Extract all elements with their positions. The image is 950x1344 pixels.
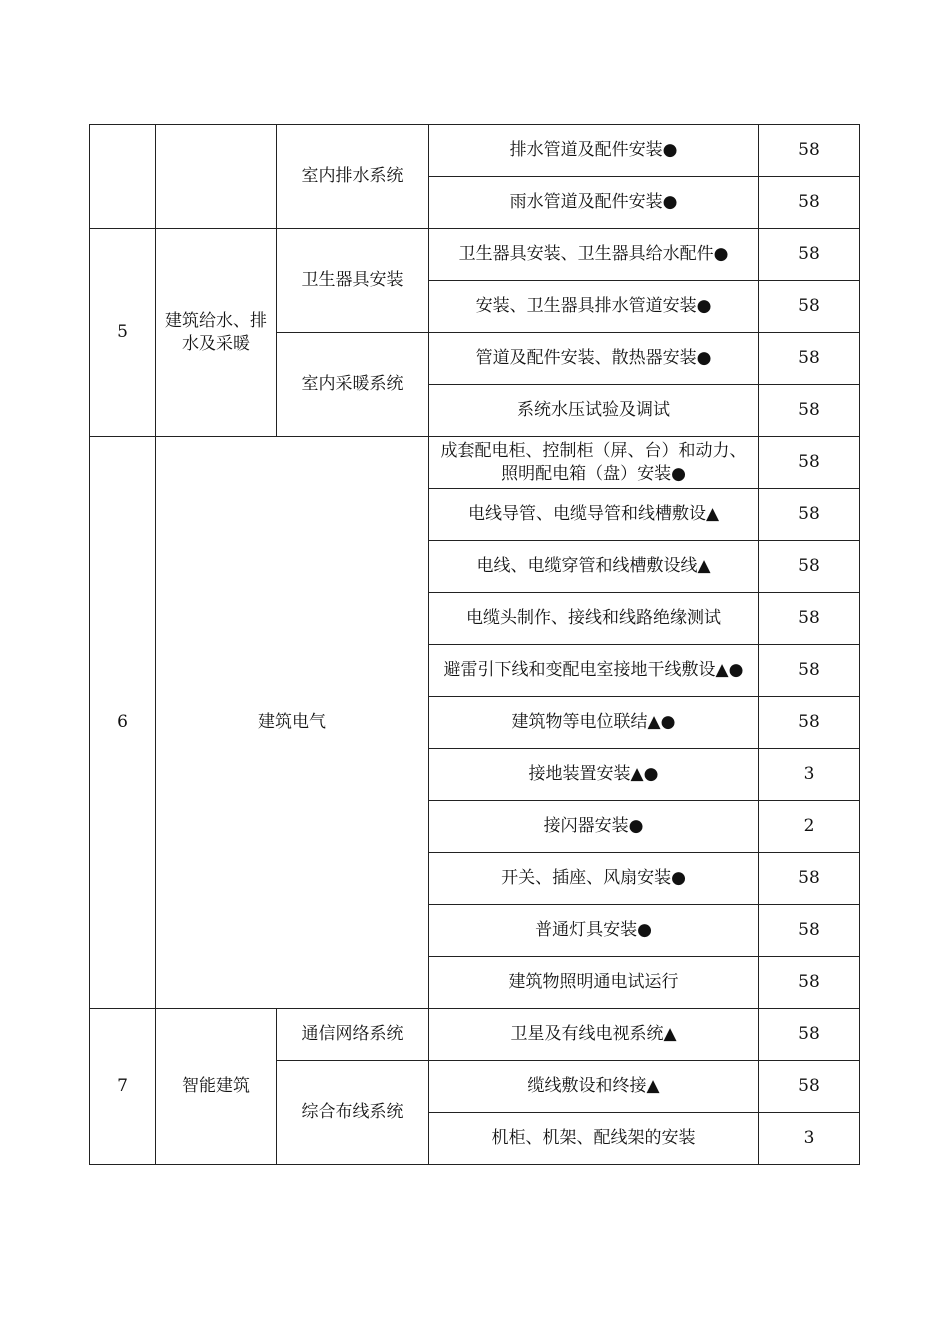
subsystem-cell: 室内排水系统: [277, 125, 429, 229]
subsystem-cell: 卫生器具安装: [277, 229, 429, 333]
item-cell: 卫星及有线电视系统▲: [429, 1009, 759, 1061]
count-cell: 3: [759, 749, 860, 801]
count-cell: 58: [759, 125, 860, 177]
division-cell: 建筑给水、排水及采暖: [156, 229, 277, 437]
table-row: [90, 125, 860, 177]
subsystem-cell: 综合布线系统: [277, 1061, 429, 1165]
count-cell: 58: [759, 905, 860, 957]
count-cell: 58: [759, 957, 860, 1009]
no-cell: [90, 125, 156, 229]
no-cell: 6: [90, 437, 156, 1009]
no-cell: 5: [90, 229, 156, 437]
item-cell: 机柜、机架、配线架的安装: [429, 1113, 759, 1165]
table-row: [90, 229, 860, 281]
division-cell: 建筑电气: [156, 437, 429, 1009]
item-cell: 电线导管、电缆导管和线槽敷设▲: [429, 489, 759, 541]
item-cell: 接地装置安装▲●: [429, 749, 759, 801]
count-cell: 58: [759, 229, 860, 281]
count-cell: 58: [759, 593, 860, 645]
count-cell: 58: [759, 645, 860, 697]
count-cell: 3: [759, 1113, 860, 1165]
count-cell: 58: [759, 1061, 860, 1113]
item-cell: 普通灯具安装●: [429, 905, 759, 957]
subsystem-cell: 室内采暖系统: [277, 333, 429, 437]
item-cell: 雨水管道及配件安装●: [429, 177, 759, 229]
item-cell: 安装、卫生器具排水管道安装●: [429, 281, 759, 333]
count-cell: 58: [759, 385, 860, 437]
division-cell: 智能建筑: [156, 1009, 277, 1165]
item-cell: 成套配电柜、控制柜（屏、台）和动力、照明配电箱（盘）安装●: [429, 437, 759, 489]
item-cell: 系统水压试验及调试: [429, 385, 759, 437]
count-cell: 58: [759, 697, 860, 749]
count-cell: 58: [759, 177, 860, 229]
count-cell: 2: [759, 801, 860, 853]
count-cell: 58: [759, 1009, 860, 1061]
division-cell: [156, 125, 277, 229]
item-cell: 开关、插座、风扇安装●: [429, 853, 759, 905]
item-cell: 建筑物照明通电试运行: [429, 957, 759, 1009]
item-cell: 建筑物等电位联结▲●: [429, 697, 759, 749]
item-cell: 避雷引下线和变配电室接地干线敷设▲●: [429, 645, 759, 697]
table-row: [90, 1009, 860, 1061]
item-cell: 管道及配件安装、散热器安装●: [429, 333, 759, 385]
item-cell: 缆线敷设和终接▲: [429, 1061, 759, 1113]
count-cell: 58: [759, 437, 860, 489]
count-cell: 58: [759, 333, 860, 385]
count-cell: 58: [759, 281, 860, 333]
item-cell: 排水管道及配件安装●: [429, 125, 759, 177]
count-cell: 58: [759, 853, 860, 905]
count-cell: 58: [759, 489, 860, 541]
no-cell: 7: [90, 1009, 156, 1165]
item-cell: 卫生器具安装、卫生器具给水配件●: [429, 229, 759, 281]
acceptance-table: [89, 124, 860, 1165]
item-cell: 接闪器安装●: [429, 801, 759, 853]
item-cell: 电缆头制作、接线和线路绝缘测试: [429, 593, 759, 645]
count-cell: 58: [759, 541, 860, 593]
item-cell: 电线、电缆穿管和线槽敷设线▲: [429, 541, 759, 593]
subsystem-cell: 通信网络系统: [277, 1009, 429, 1061]
table-row: [90, 437, 860, 489]
